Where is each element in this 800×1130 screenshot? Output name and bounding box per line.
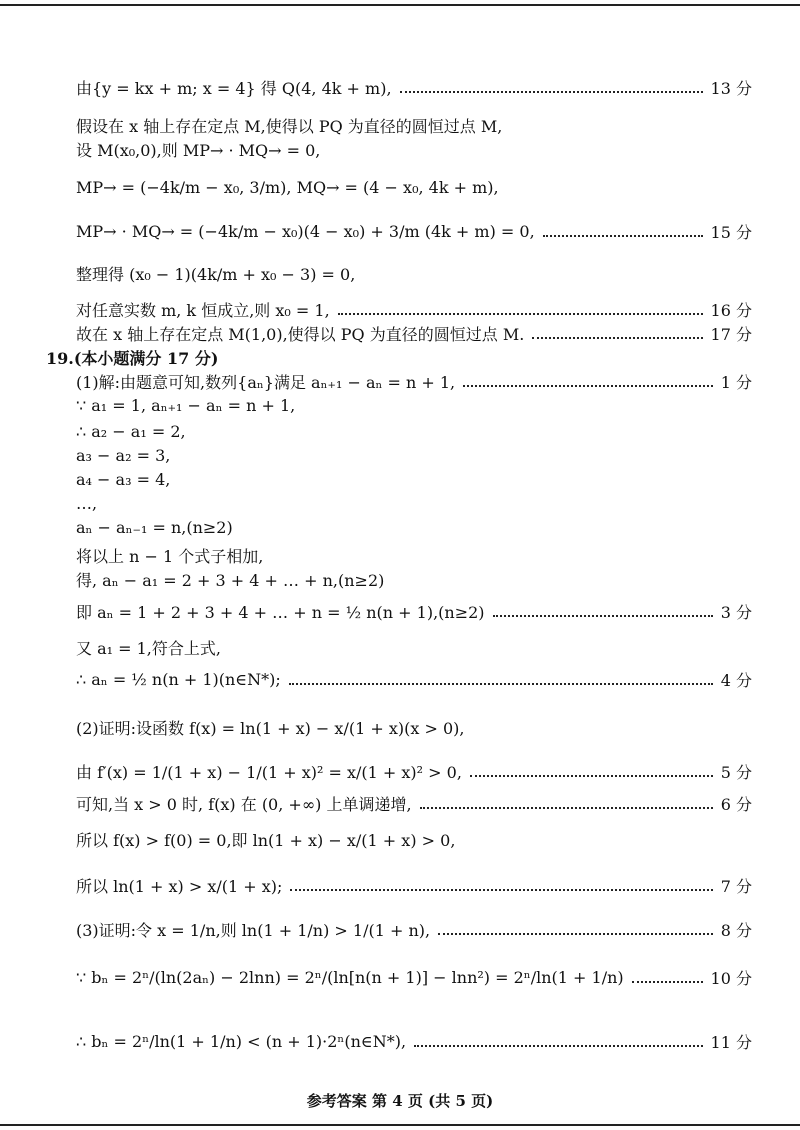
- line-14: a₄ − a₃ = 4,: [76, 470, 171, 489]
- line-11: ∵ a₁ = 1, aₙ₊₁ − aₙ = n + 1,: [76, 396, 296, 415]
- line-3: 设 M(x₀,0),则 MP→ · MQ→ = 0,: [76, 141, 321, 160]
- line-25: 所以 f(x) > f(0) = 0,即 ln(1 + x) − x/(1 + x) > 0,: [76, 831, 456, 850]
- top-rule: [0, 4, 800, 6]
- line-19: 即 aₙ = 1 + 2 + 3 + 4 + … + n = ½ n(n + 1),(n≥2) 3 分: [76, 603, 752, 622]
- line-21: ∴ aₙ = ½ n(n + 1)(n∈N*); 4 分: [76, 670, 752, 690]
- line-8: 故在 x 轴上存在定点 M(1,0),使得以 PQ 为直径的圆恒过点 M. 17 分: [76, 325, 752, 344]
- line-26: 所以 ln(1 + x) > x/(1 + x); 7 分: [76, 877, 752, 896]
- line-29: ∴ bₙ = 2ⁿ/ln(1 + 1/n) < (n + 1)·2ⁿ(n∈N*), 11 分: [76, 1032, 752, 1052]
- line-15: …,: [76, 494, 98, 513]
- line-7: 对任意实数 m, k 恒成立,则 x₀ = 1, 16 分: [76, 301, 752, 320]
- line-27: (3)证明:令 x = 1/n,则 ln(1 + 1/n) > 1/(1 + n), 8 分: [76, 921, 752, 940]
- line-13: a₃ − a₂ = 3,: [76, 446, 171, 465]
- line-6: 整理得 (x₀ − 1)(4k/m + x₀ − 3) = 0,: [76, 265, 356, 284]
- line-22: (2)证明:设函数 f(x) = ln(1 + x) − x/(1 + x)(x > 0),: [76, 719, 465, 738]
- page-footer: 参考答案 第 4 页 (共 5 页): [306, 1092, 494, 1110]
- problem-19-heading: 19.(本小题满分 17 分): [46, 349, 219, 368]
- line-10: (1)解:由题意可知,数列{aₙ}满足 aₙ₊₁ − aₙ = n + 1, 1 分: [76, 373, 752, 392]
- line-2: 假设在 x 轴上存在定点 M,使得以 PQ 为直径的圆恒过点 M,: [76, 117, 503, 136]
- line-4: MP→ = (−4k/m − x₀, 3/m), MQ→ = (4 − x₀, 4k + m),: [76, 178, 499, 197]
- line-23: 由 f′(x) = 1/(1 + x) − 1/(1 + x)² = x/(1 + x)² > 0, 5 分: [76, 763, 752, 782]
- bottom-rule: [0, 1124, 800, 1126]
- line-24: 可知,当 x > 0 时, f(x) 在 (0, +∞) 上单调递增, 6 分: [76, 795, 752, 814]
- line-16: aₙ − aₙ₋₁ = n,(n≥2): [76, 518, 233, 537]
- line-28: ∵ bₙ = 2ⁿ/(ln(2aₙ) − 2lnn) = 2ⁿ/(ln[n(n + 1)] − lnn²) = 2ⁿ/ln(1 + 1/n) 10 分: [76, 968, 752, 988]
- line-17: 将以上 n − 1 个式子相加,: [76, 547, 264, 566]
- line-12: ∴ a₂ − a₁ = 2,: [76, 422, 186, 441]
- line-20: 又 a₁ = 1,符合上式,: [76, 639, 221, 658]
- line-18: 得, aₙ − a₁ = 2 + 3 + 4 + … + n,(n≥2): [76, 571, 385, 590]
- line-1: 由{y = kx + m; x = 4} 得 Q(4, 4k + m), 13 分: [76, 79, 752, 98]
- line-5: MP→ · MQ→ = (−4k/m − x₀)(4 − x₀) + 3/m (4k + m) = 0, 15 分: [76, 222, 752, 242]
